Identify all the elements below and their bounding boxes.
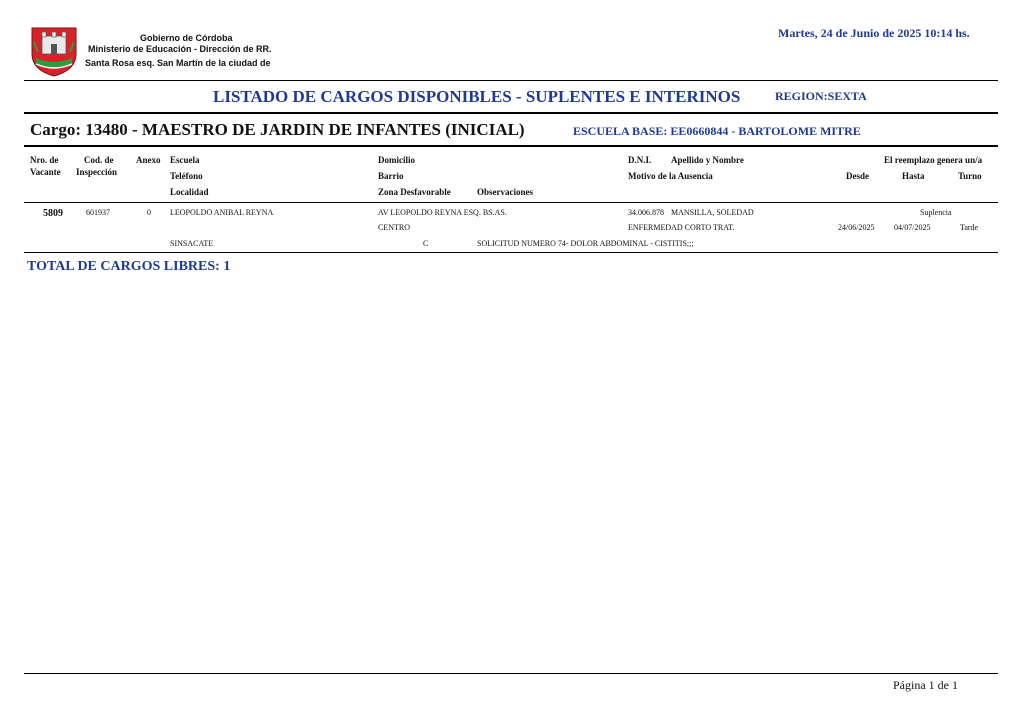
total-cargos-libres: TOTAL DE CARGOS LIBRES: 1 xyxy=(27,259,231,274)
row-motivo-ausencia: ENFERMEDAD CORTO TRAT. xyxy=(628,223,735,232)
row-reemplazo: Suplencia xyxy=(920,208,952,217)
col-turno: Turno xyxy=(958,171,982,181)
region-label: REGION:SEXTA xyxy=(775,89,867,103)
cargo-label: Cargo: 13480 - MAESTRO DE JARDIN DE INFANTES (INICIAL) xyxy=(30,120,525,139)
col-hasta: Hasta xyxy=(902,171,925,181)
row-localidad: SINSACATE xyxy=(170,239,214,248)
col-desde: Desde xyxy=(846,171,869,181)
col-anexo: Anexo xyxy=(136,155,161,165)
col-domicilio: Domicilio xyxy=(378,155,415,165)
col-localidad: Localidad xyxy=(170,187,209,197)
title-divider xyxy=(24,112,998,114)
row-hasta: 04/07/2025 xyxy=(894,223,931,232)
row-barrio: CENTRO xyxy=(378,223,410,232)
row-domicilio: AV LEOPOLDO REYNA ESQ. BS.AS. xyxy=(378,208,507,217)
col-nro-vacante-2: Vacante xyxy=(30,167,61,177)
escuela-base: ESCUELA BASE: EE0660844 - BARTOLOME MITRE xyxy=(573,124,861,138)
col-motivo-ausencia: Motivo de la Ausencia xyxy=(628,171,713,181)
col-telefono: Teléfono xyxy=(170,171,203,181)
row-nro-vacante: 5809 xyxy=(43,208,63,219)
header-divider xyxy=(24,80,998,81)
row-zona-desfavorable: C xyxy=(423,239,429,248)
row-escuela: LEOPOLDO ANIBAL REYNA xyxy=(170,208,274,217)
row-observaciones: SOLICITUD NUMERO 74- DOLOR ABDOMINAL - CISTITIS;;; xyxy=(477,239,694,248)
cargo-divider xyxy=(24,145,998,147)
row-desde: 24/06/2025 xyxy=(838,223,875,232)
columns-divider xyxy=(24,202,998,203)
col-apellido-nombre: Apellido y Nombre xyxy=(671,155,744,165)
col-dni: D.N.I. xyxy=(628,155,652,165)
row-turno: Tarde xyxy=(960,223,979,232)
row-apellido-nombre: MANSILLA, SOLEDAD xyxy=(671,208,754,217)
col-nro-vacante-1: Nro. de xyxy=(30,155,59,165)
col-cod-inspeccion-2: Inspección xyxy=(76,167,118,177)
org-ministry: Ministerio de Educación - Dirección de RR. xyxy=(88,44,272,54)
org-address: Santa Rosa esq. San Martín de la ciudad de xyxy=(85,58,271,68)
col-observaciones: Observaciones xyxy=(477,187,533,197)
col-reemplazo: El reemplazo genera un/a xyxy=(884,155,983,165)
row-dni: 34.006.878 xyxy=(628,208,664,217)
table-bottom-divider xyxy=(24,252,998,253)
org-name: Gobierno de Córdoba xyxy=(140,33,233,43)
page-number: Página 1 de 1 xyxy=(893,678,958,692)
col-escuela: Escuela xyxy=(170,155,200,165)
row-anexo: 0 xyxy=(147,208,151,217)
cordoba-coat-of-arms-icon xyxy=(28,24,80,78)
row-cod-inspeccion: 601937 xyxy=(86,208,110,217)
report-datetime: Martes, 24 de Junio de 2025 10:14 hs. xyxy=(778,26,970,40)
footer-divider xyxy=(24,673,998,674)
report-title: LISTADO DE CARGOS DISPONIBLES - SUPLENTES E INTERINOS xyxy=(213,87,741,106)
col-cod-inspeccion-1: Cod. de xyxy=(84,155,114,165)
col-zona-desfavorable: Zona Desfavorable xyxy=(378,187,451,197)
col-barrio: Barrio xyxy=(378,171,404,181)
